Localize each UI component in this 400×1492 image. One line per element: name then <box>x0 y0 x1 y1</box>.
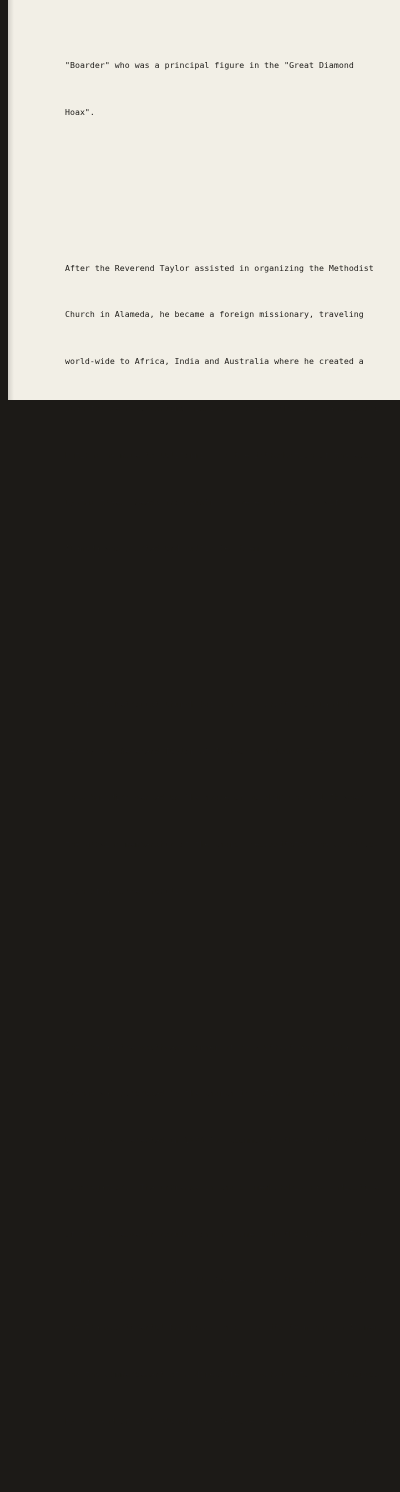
text-line: world-wide to Africa, India and Australia where he created a <box>65 356 364 367</box>
text-line: plan for self-supporting missions. One of the important contri- <box>65 403 384 414</box>
text-line: butions he made to California was the introduction of the euca- <box>65 449 379 460</box>
paragraph <box>65 666 400 931</box>
text-line: This building served as the house of worship until 1876 when <box>65 792 364 803</box>
text-line: After the Reverend Taylor assisted in organizing the Methodist <box>65 262 374 273</box>
document-page <box>8 0 400 1426</box>
text-line: building was erected in 1876 to accommodate the rapidly growing <box>65 1135 379 1146</box>
text-line: The lot at the southwest corner of Park Street and Central <box>65 1041 354 1052</box>
text-line: the growing membership of the church necessitated the construc- <box>65 839 379 850</box>
paragraph <box>65 27 400 152</box>
text-line: By the end of 1870 Alameda boasted over 1,000 residences divided <box>65 1415 384 1426</box>
text-line: congregation. The increase in church membership was indicative <box>65 1181 379 1192</box>
paragraph <box>65 1008 400 1460</box>
text-line: The first Methodist Church building was erected on land dona- <box>65 698 369 709</box>
text-line: dramatic growth was partially the result of the completion of <box>65 1275 369 1286</box>
text-line: lyptus tree. Seeds from Australia were sent to his wife in <box>65 496 359 507</box>
paragraph <box>65 230 400 589</box>
document-body <box>65 0 400 1492</box>
text-line: the Transcontinental Railroad, which had its terminus in Alameda, <box>65 1322 389 1333</box>
text-line: of the increase in population in Alameda in the 1860's. This <box>65 1228 369 1239</box>
text-line: and the commencement of a direct ferry service to San Francisco. <box>65 1369 384 1380</box>
text-line: Hoax". <box>65 107 95 118</box>
text-line: "Boarder" who was a principal figure in the "Great Diamond <box>65 60 354 71</box>
text-line: Avenue was purchased by the church in 1871, and the church <box>65 1088 354 1099</box>
text-line: Church in Alameda, he became a foreign missionary, traveling <box>65 309 364 320</box>
text-line: Alameda who planted and cultivated them. <box>65 543 265 554</box>
text-line: tion of a larger facility. <box>65 886 195 897</box>
text-line: ted by the Reverend Taylor at Jackson and Mound Streets in 1854. <box>65 745 384 756</box>
